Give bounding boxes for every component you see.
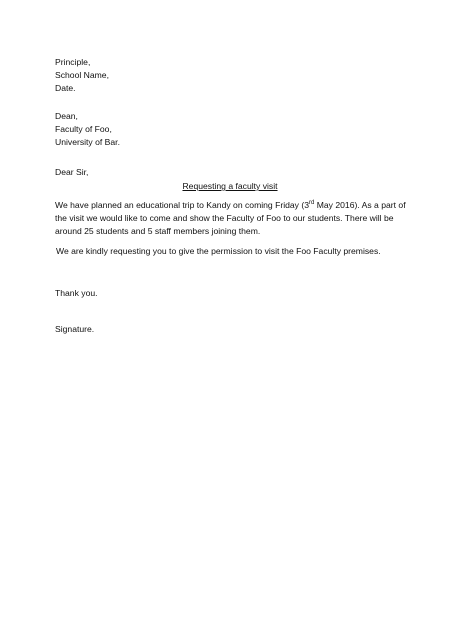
- paragraph-1-line-2: the visit we would like to come and show the Faculty of Foo to our students. There will be: [55, 213, 394, 223]
- signature: Signature.: [55, 324, 95, 334]
- body-paragraph-2: We are kindly requesting you to give the permission to visit the Foo Faculty premises.: [56, 246, 381, 256]
- closing: Thank you.: [55, 288, 98, 298]
- sender-date: Date.: [55, 83, 76, 93]
- subject-text: Requesting a faculty visit: [182, 181, 278, 191]
- salutation: Dear Sir,: [55, 167, 89, 177]
- recipient-address: [55, 110, 405, 149]
- subject-line: [55, 180, 405, 193]
- paragraph-1-line-3: around 25 students and 5 staff members joining them.: [55, 226, 261, 236]
- paragraph-1-line-1: [55, 199, 405, 212]
- recipient-title: Dean,: [55, 111, 78, 121]
- paragraph-1-line-1-start: We have planned an educational trip to Kandy on coming Friday (3: [55, 200, 309, 210]
- paragraph-1-line-1-end: May 2016). As a part of: [314, 200, 406, 210]
- sender-title: Principle,: [55, 57, 91, 67]
- sender-school-name: School Name,: [55, 70, 109, 80]
- body-paragraph-1: [55, 199, 405, 238]
- recipient-faculty: Faculty of Foo,: [55, 124, 112, 134]
- recipient-university: University of Bar.: [55, 137, 120, 147]
- sender-address: [55, 56, 405, 95]
- ordinal-suffix: rd: [309, 200, 315, 207]
